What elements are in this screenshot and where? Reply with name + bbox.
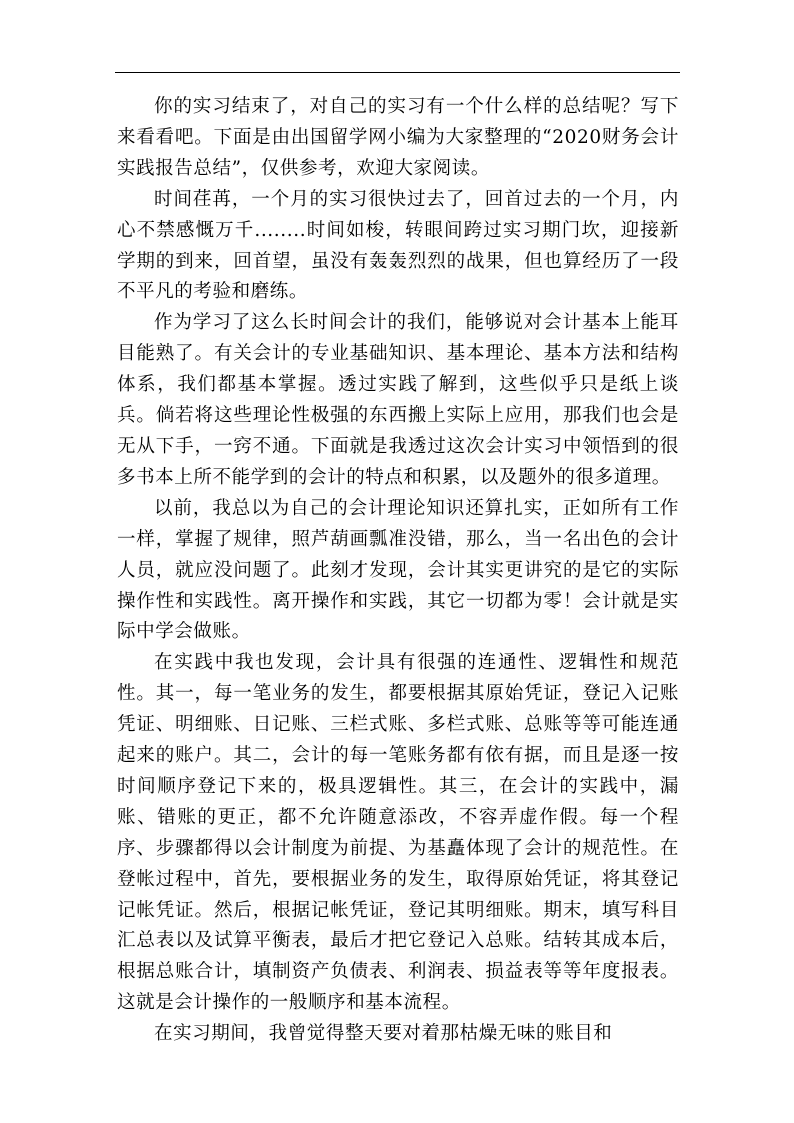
- header-rule: [115, 72, 680, 73]
- paragraph-intro: 你的实习结束了，对自己的实习有一个什么样的总结呢？写下来看看吧。下面是由出国留学网小编为大家整理的“2020财务会计实践报告总结”，仅供参考，欢迎大家阅读。: [117, 96, 679, 179]
- body-text: [117, 92, 679, 1050]
- paragraph-internship: 在实习期间，我曾觉得整天要对着那枯燥无味的账目和: [154, 1023, 613, 1045]
- paragraph-process: 在实践中我也发现，会计具有很强的连通性、逻辑性和规范性。其一，每一笔业务的发生，都要根据其原始凭证，登记入记账凭证、明细账、日记账、三栏式账、多栏式账、总账等等可能连通起来的账户。其二，会计的每一笔账务都有依有据，而且是逐一按时间顺序登记下来的，极具逻辑性。其三，在会计的实践中，漏账、错账的更正，都不允许随意添改，不容弄虚作假。每一个程序、步骤都得以会计制度为前提、为基矗体现了会计的规范性。在登帐过程中，首先，要根据业务的发生，取得原始凭证，将其登记记帐凭证。然后，根据记帐凭证，登记其明细账。期末，填写科目汇总表以及试算平衡表，最后才把它登记入总账。结转其成本后，根据总账合计，填制资产负债表、利润表、损益表等等年度报表。这就是会计操作的一般顺序和基本流程。: [117, 652, 679, 1014]
- paragraph-practice: 以前，我总以为自己的会计理论知识还算扎实，正如所有工作一样，掌握了规律，照芦葫画瓢准没错，那么，当一名出色的会计人员，就应没问题了。此刻才发现，会计其实更讲究的是它的实际操作性和实践性。离开操作和实践，其它一切都为零！会计就是实际中学会做账。: [117, 497, 679, 643]
- paragraph-time: 时间荏苒，一个月的实习很快过去了，回首过去的一个月，内心不禁感慨万千........时间如梭，转眼间跨过实习期门坎，迎接新学期的到来，回首望，虽没有轰轰烈烈的战果，但也算经历了一段不平凡的考验和磨练。: [117, 188, 679, 303]
- paragraph-theory: 作为学习了这么长时间会计的我们，能够说对会计基本上能耳目能熟了。有关会计的专业基础知识、基本理论、基本方法和结构体系，我们都基本掌握。透过实践了解到，这些似乎只是纸上谈兵。倘若将这些理论性极强的东西搬上实际上应用，那我们也会是无从下手，一窍不通。下面就是我透过这次会计实习中领悟到的很多书本上所不能学到的会计的特点和积累，以及题外的很多道理。: [117, 312, 679, 488]
